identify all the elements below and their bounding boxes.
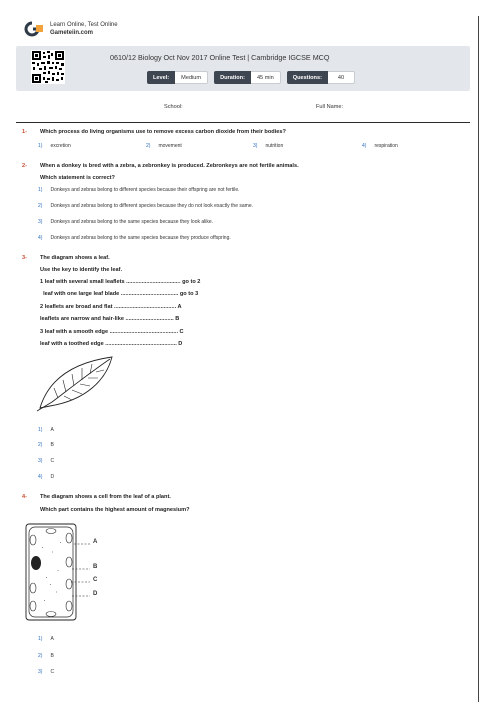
cell-label-b: B (93, 564, 98, 570)
option-3[interactable]: 3) Donkeys and zebras belong to the same species because they look alike. (38, 219, 214, 225)
duration-label: Duration: (214, 71, 251, 84)
duration-value: 45 min (251, 71, 281, 84)
option-2[interactable]: 2) B (38, 442, 54, 448)
cell-label-a: A (93, 539, 98, 545)
qr-code-icon (31, 50, 65, 84)
plant-cell-diagram (22, 522, 132, 622)
gameteiin-logo-icon (22, 21, 44, 37)
test-meta-pills (147, 71, 355, 84)
test-title: 0610/12 Biology Oct Nov 2017 Online Test | Cambridge IGCSE MCQ (110, 53, 330, 62)
brand-site[interactable]: Gameteiin.com (50, 30, 94, 36)
cell-label-d: D (93, 591, 98, 597)
option-3[interactable]: 3) C (38, 669, 55, 675)
option-2[interactable]: 2) movement (146, 143, 182, 149)
duration-pill (214, 71, 281, 84)
option-1[interactable]: 1) excretion (38, 143, 71, 149)
question-text: Which process do living organisms use to remove excess carbon dioxide from their bodies? (40, 129, 286, 135)
level-label: Level: (147, 71, 175, 84)
school-field-label[interactable]: School: (164, 104, 183, 110)
level-value: Medium (175, 71, 208, 84)
option-4[interactable]: 4) D (38, 474, 55, 480)
question-text: The diagram shows a leaf. (40, 255, 110, 261)
leaf-diagram (36, 354, 114, 412)
questions-label: Questions: (287, 71, 328, 84)
option-1[interactable]: 1) A (38, 427, 54, 433)
question-number: 2- (22, 163, 27, 169)
question-text: The diagram shows a cell from the leaf of a plant. (40, 494, 171, 500)
header-divider (16, 122, 470, 123)
cell-label-c: C (93, 577, 98, 583)
level-pill (147, 71, 208, 84)
question-number: 1- (22, 129, 27, 135)
questions-value: 40 (328, 71, 355, 84)
question-number: 3- (22, 255, 27, 261)
question-text: Which part contains the highest amount of magnesium? (40, 507, 190, 513)
option-4[interactable]: 4) Donkeys and zebras belong to the same species because they produce offspring. (38, 235, 231, 241)
option-3[interactable]: 3) C (38, 458, 55, 464)
question-text: When a donkey is bred with a zebra, a zebronkey is produced. Zebronkeys are not fertile animals. (40, 163, 299, 169)
right-border-line (478, 16, 479, 702)
option-3[interactable]: 3) nutrition (253, 143, 284, 149)
full-name-field-label[interactable]: Full Name: (316, 104, 344, 110)
worksheet-page: Learn Online, Test Online Gameteiin.com 0610/12 Biology Oct Nov 2017 Online Test | Cambridge IGCSE MCQ Level: Medium Duration: 45 min Questions: 40 School: Full Name: 1- Which process do living organisms use to remove excess carbon dioxide from their bodies? 1) excretion 2) movement 3) nutrition 4) respiration 2- When a donkey is bred with a zebra, a zebronkey is produced. Zebronkeys are not fertile animals. Which statement is correct? 1) Donkeys and zebras belong to different species because their offspring are not fertile. 2) Donkeys and zebras belong to different species because they do not look exactly the same. 3) Donkeys and zebras belong to the same species because they look alike. 4) Donkeys and zebras belong to the same species because they produce offspring. 3- The diagram shows a leaf. Use the key to identify the leaf. 1 leaf with several small leaflets ................................... go to 2 leaf with one large leaf blade ..................................... go to 3 2 leaflets are broad and flat ........................................ A leaflets are narrow and hair-like ............................... B 3 leaf with a smooth edge ............................................ C leaf with a toothed edge .............................................. D 1) A 2) B 3) C 4) D 4- The diagram shows a cell from the leaf of a plant. Which part contains the highest amount of magnesium? A B C D 1) A 2) B 3) C (0, 0, 496, 702)
question-text: Which statement is correct? (40, 175, 115, 181)
option-2[interactable]: 2) B (38, 653, 54, 659)
option-4[interactable]: 4) respiration (362, 143, 398, 149)
brand-header (22, 18, 118, 40)
question-number: 4- (22, 494, 27, 500)
option-1[interactable]: 1) A (38, 636, 54, 642)
option-1[interactable]: 1) Donkeys and zebras belong to different species because their offspring are not fertile. (38, 187, 240, 193)
brand-tagline: Learn Online, Test Online (50, 22, 118, 28)
questions-pill (287, 71, 355, 84)
option-2[interactable]: 2) Donkeys and zebras belong to different species because they do not look exactly the same. (38, 203, 253, 209)
